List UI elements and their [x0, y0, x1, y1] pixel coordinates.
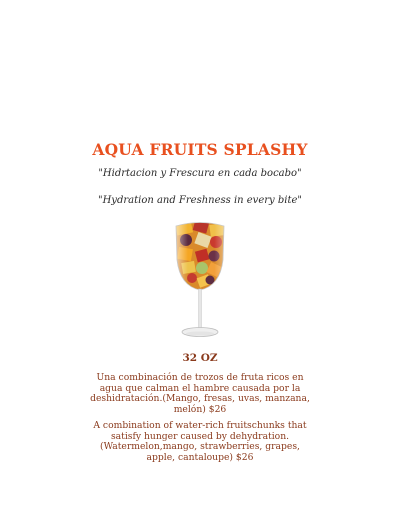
product-title: AQUA FRUITS SPLASHY [92, 140, 308, 159]
description-spanish: Una combinación de trozos de fruta ricos en agua que calman el hambre causada por la deshidratación.(Mango, fresas, uvas, manzana, melón) $26 [90, 372, 310, 415]
tagline-spanish: "Hidrtacion y Frescura en cada bocabo" [98, 168, 302, 179]
fruit-cup-glass-image [166, 220, 234, 342]
size-label: 32 OZ [182, 352, 218, 364]
tagline-english: "Hydration and Freshness in every bite" [97, 195, 302, 206]
description-english: A combination of water-rich fruitschunks that satisfy hunger caused by dehydration. (Watermelon,mango, strawberries, grapes, apple, cantaloupe) $26 [93, 420, 307, 463]
